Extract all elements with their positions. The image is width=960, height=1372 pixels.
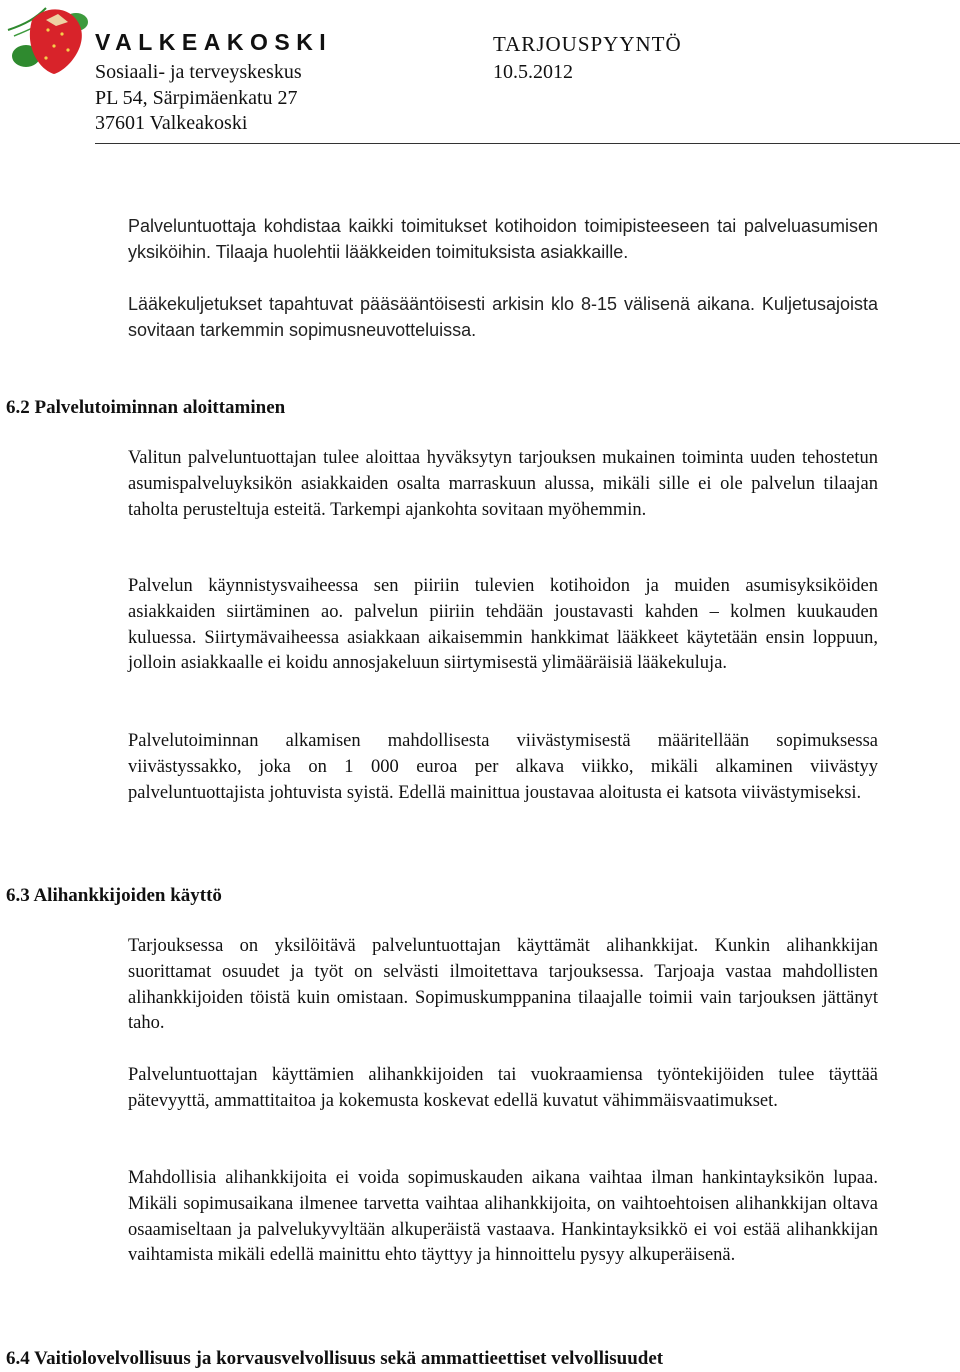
valkeakoski-logo: [6, 0, 92, 78]
organization-name: VALKEAKOSKI: [95, 29, 333, 55]
intro-paragraph-2: Lääkekuljetukset tapahtuvat pääsääntöisesti arkisin klo 8-15 välisenä aikana. Kuljetusajoista sovitaan tarkemmin sopimusneuvotteluissa.: [128, 294, 878, 340]
intro-paragraph-1: Palveluntuottaja kohdistaa kaikki toimitukset kotihoidon toimipisteeseen tai palveluasumisen yksiköihin. Tilaaja huolehtii lääkkeiden toimituksista asiakkaille.: [128, 216, 878, 262]
section-6-2-paragraph-1: Valitun palveluntuottajan tulee aloittaa hyväksytyn tarjouksen mukainen toiminta uuden tehostetun asumispalveluyksikön asiakkaiden osalta marraskuun alussa, mikäli sille ei ole palvelun tilaajan taholta perusteltuja esteitä. Tarkempi ajankohta sovitaan myöhemmin.: [128, 448, 878, 520]
section-6-3-paragraph-1: Tarjouksessa on yksilöitävä palveluntuottajan käyttämät alihankkijat. Kunkin alihankkijan suorittamat osuudet ja työt on selvästi ilmoitettava tarjouksessa. Tarjoaja vastaa mahdollisten alihankkijoiden töistä kuin omistaan. Sopimuskumppanina tilaajalle toimii vain tarjouksen jättänyt taho.: [128, 936, 878, 1034]
address-line-2: 37601 Valkeakoski: [95, 112, 248, 134]
address-line-1: PL 54, Särpimäenkatu 27: [95, 87, 298, 109]
document-type: TARJOUSPYYNTÖ: [493, 32, 682, 56]
section-6-3-paragraph-2: Palveluntuottajan käyttämien alihankkijoiden tai vuokraamiensa työntekijöiden tulee täyttää pätevyyttä, ammattitaitoa ja kokemusta koskevat edellä kuvatut vähimmäisvaatimukset.: [128, 1065, 878, 1111]
header-divider: [95, 143, 960, 144]
section-6-2-paragraph-3: Palvelutoiminnan alkamisen mahdollisesta viivästymisestä määritellään sopimuksessa viivästyssakko, joka on 1 000 euroa per alkava viikko, mikäli alkaminen viivästyy palveluntuottajista johtuvista syistä. Edellä mainittua joustavaa aloitusta ei katsota viivästymiseksi.: [128, 731, 878, 803]
section-6-3-heading: 6.3 Alihankkijoiden käyttö: [6, 885, 222, 906]
unit-name: Sosiaali- ja terveyskeskus: [95, 61, 302, 83]
document-date: 10.5.2012: [493, 61, 573, 83]
section-6-4-heading: 6.4 Vaitiolovelvollisuus ja korvausvelvollisuus sekä ammattieettiset velvollisuudet: [6, 1348, 664, 1369]
section-6-3-paragraph-3: Mahdollisia alihankkijoita ei voida sopimuskauden aikana vaihtaa ilman hankintayksikön lupaa. Mikäli sopimusaikana ilmenee tarvetta vaihtaa alihankkijoita, on vaihtoehtoisen alihankkijan oltava osaamiseltaan ja palvelukyvyltään alkuperäistä vastaava. Hankintayksikkö ei voi estää alihankkijan vaihtamista mikäli edellä mainittu ehto täyttyy ja hinnoittelu pysyy alkuperäisenä.: [128, 1168, 878, 1266]
section-6-2-paragraph-2: Palvelun käynnistysvaiheessa sen piiriin tulevien kotihoidon ja muiden asumisyksiköiden asiakkaiden siirtäminen ao. palvelun piiriin tehdään joustavasti kahden – kolmen kuukauden kuluessa. Siirtymävaiheessa asiakkaan aikaisemmin hankkimat lääkkeet käytetään ensin loppuun, jolloin asiakkaalle ei koidu annosjakeluun siirtymisestä ylimääräisiä lääkekuluja.: [128, 576, 878, 674]
section-6-2-heading: 6.2 Palvelutoiminnan aloittaminen: [6, 397, 286, 418]
